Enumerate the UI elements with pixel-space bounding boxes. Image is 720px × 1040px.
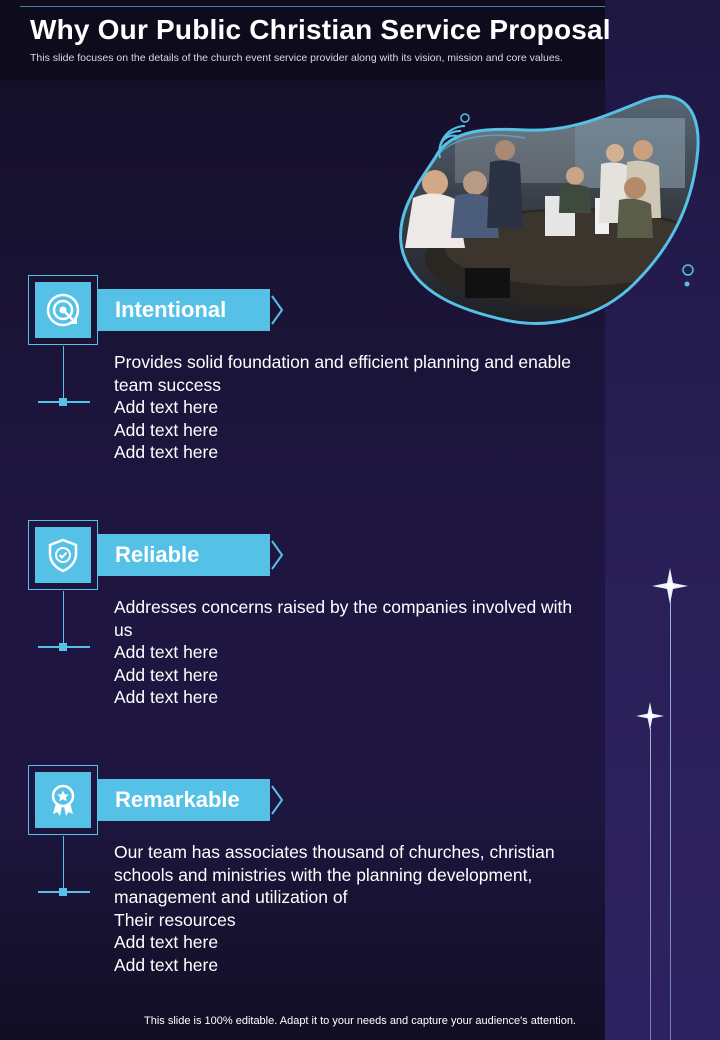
chevron-right-icon bbox=[270, 539, 284, 571]
icon-box bbox=[35, 527, 91, 583]
connector-node bbox=[59, 643, 67, 651]
description-line: Add text here bbox=[114, 642, 219, 662]
description-line: Add text here bbox=[114, 932, 219, 952]
icon-box bbox=[35, 282, 91, 338]
connector-vertical bbox=[63, 836, 64, 891]
feature-label: Reliable bbox=[115, 542, 200, 567]
chevron-right-icon bbox=[270, 294, 284, 326]
header-rule bbox=[20, 6, 605, 7]
feature-reliable bbox=[0, 520, 605, 740]
label-banner bbox=[98, 289, 270, 331]
feature-intentional bbox=[0, 275, 605, 495]
sparkle-star-icon bbox=[652, 568, 688, 604]
description-line: Add text here bbox=[114, 419, 219, 440]
description-line: Their resources bbox=[114, 909, 236, 930]
description-line: Our team has associates thousand of churches, christian schools and ministries with the planning development, management and utilization of bbox=[114, 842, 555, 907]
feature-label: Intentional bbox=[115, 297, 227, 322]
label-banner bbox=[98, 534, 270, 576]
connector-vertical bbox=[63, 591, 64, 646]
slide-subtitle: This slide focuses on the details of the church event service provider along with its vision, mission and core values. bbox=[30, 52, 563, 64]
target-icon bbox=[45, 292, 81, 328]
connector-node bbox=[59, 888, 67, 896]
star-hanging-line bbox=[670, 598, 671, 1040]
shield-check-icon bbox=[45, 537, 81, 573]
feature-description bbox=[114, 351, 594, 464]
description-line: Add text here bbox=[114, 954, 219, 975]
footer-note: This slide is 100% editable. Adapt it to your needs and capture your audience's attention. bbox=[144, 1015, 576, 1027]
label-banner bbox=[98, 779, 270, 821]
description-line: Add text here bbox=[114, 687, 219, 707]
connector-node bbox=[59, 398, 67, 406]
icon-box bbox=[35, 772, 91, 828]
award-ribbon-icon bbox=[45, 782, 81, 818]
description-line: Add text here bbox=[114, 664, 219, 685]
connector-vertical bbox=[63, 346, 64, 401]
chevron-right-icon bbox=[270, 784, 284, 816]
slide-title: Why Our Public Christian Service Proposal bbox=[30, 14, 611, 45]
description-line: Add text here bbox=[114, 442, 219, 462]
feature-description bbox=[114, 841, 594, 976]
star-hanging-line bbox=[650, 728, 651, 1040]
feature-description bbox=[114, 596, 594, 709]
feature-remarkable bbox=[0, 765, 605, 985]
sparkle-star-icon bbox=[636, 702, 664, 730]
description-line: Provides solid foundation and efficient planning and enable team success bbox=[114, 352, 571, 395]
description-line: Addresses concerns raised by the companies involved with us bbox=[114, 597, 573, 640]
description-line: Add text here bbox=[114, 397, 219, 417]
feature-label: Remarkable bbox=[115, 787, 240, 812]
